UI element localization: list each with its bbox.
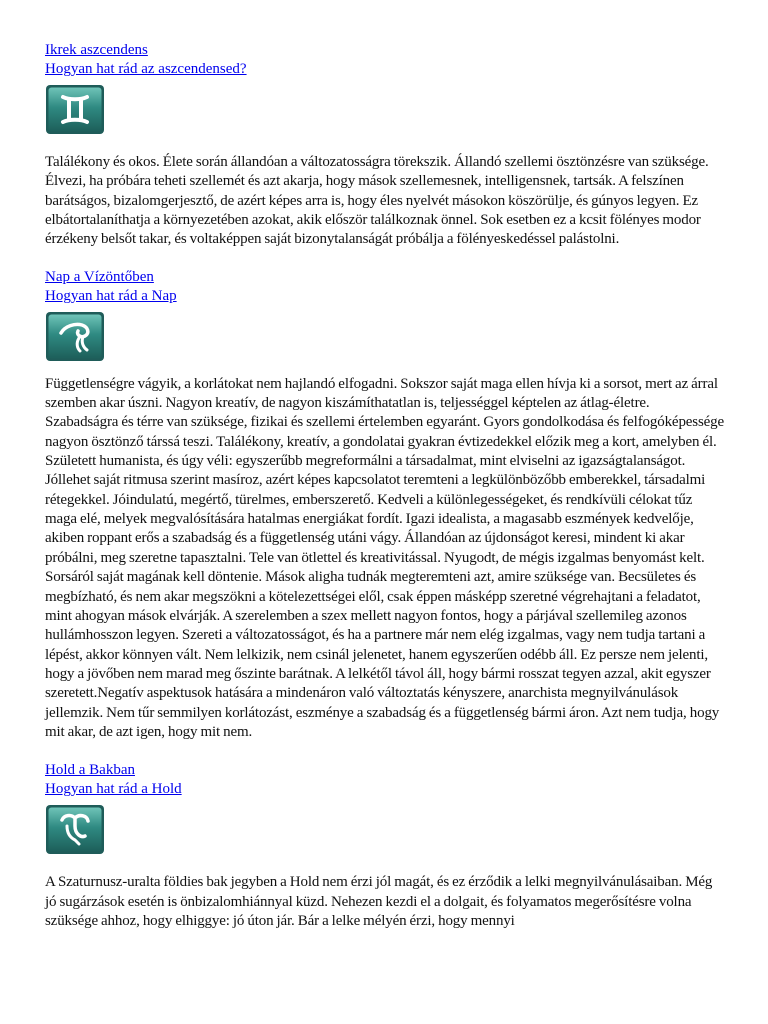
document-page (45, 41, 725, 931)
section-links (45, 41, 725, 79)
sun-sign-link[interactable]: Nap a Vízöntőben (45, 268, 154, 285)
moon-info-link[interactable]: Hogyan hat rád a Hold (45, 781, 182, 798)
gemini-icon[interactable] (45, 84, 105, 135)
moon-sign-link[interactable]: Hold a Bakban (45, 762, 135, 779)
moon-description: A Szaturnusz-uralta földies bak jegyben a Hold nem érzi jól magát, és ez érződik a lelki megnyilvánulásaiban. Még jó sugárzások esetén is önbizalomhiánnyal küzd. Nehezen kezdi el a dolgait, és folyamatos megerősítésre volna szüksége ahhoz, hogy elhiggye: jó úton jár. Bár a lelke mélyén érzi, hogy mennyi (45, 874, 713, 929)
ascendant-sign-link[interactable]: Ikrek aszcendens (45, 42, 148, 58)
sun-info-link[interactable]: Hogyan hat rád a Nap (45, 287, 177, 304)
sun-description: Függetlenségre vágyik, a korlátokat nem hajlandó elfogadni. Sokszor saját maga ellen hívja ki a sorsot, mert az árral szemben akar úszni. Nagyon kreatív, de nagyon kiszámíthatatlan is, teljességgel képtelen az átlag-életre. Szabadságra és térre van szüksége, fizikai és szellemi értelemben egyaránt. Gyors gondolkodása és felfogóképessége nagyon ösztönző társsá teszi. Találékony, kreatív, a gondolatai gyakran évtizedekkel előzik meg a kort, amelyben él. Született humanista, és úgy véli: egyszerűbb megreformálni a társadalmat, mint elviselni az igazságtalanságot. Jóllehet saját ritmusa szerint masíroz, azért képes kapcsolatot teremteni a legkülönbözőbb emberekkel, társadalmi rétegekkel. Jóindulatú, megértő, türelmes, emberszerető. Kedveli a különlegességeket, és rendkívüli célokat tűz maga elé, melyek megvalósítására hatalmas energiákat fordít. Igazi idealista, a magasabb eszmények kedvelője, akiben roppant erős a szabadság és a függetlenség utáni vágy. Állandóan az újdonságot keresi, mindent ki akar próbálni, meg szeretne tapasztalni. Tele van ötlettel és kreativitással. Nyugodt, de mégis izgalmas benyomást kelt. Sorsáról saját magának kell döntenie. Mások aligha tudnák megteremteni azt, amire szüksége van. Becsületes és megbízható, és nem akar megszökni a kötelezettségei elől, csak éppen másképp szeretné végrehajtani a feladatot, mint ahogyan mások elvárják. A szerelemben a szex mellett nagyon fontos, hogy a párjával szellemileg azonos hullámhosszon legyen. Szereti a változatosságot, és ha a partnere már nem elég izgalmas, vagy nem tudja tartani a lépést, akkor könnyen vált. Nem lelkizik, nem csinál jelenetet, hanem egyszerűen odébb áll. Ez persze nem jelenti, hogy a jövőben nem marad meg őszinte barátnak. A lelkétől távol áll, hogy bármi rosszat tegyen azzal, akit egyszer szeretett.Negatív aspektusok hatására a mindenáron való változtatás kényszere, anarchista megnyilvánulások jellemzik. Nem tűr semmilyen korlátozást, eszménye a szabadság és a függetlenség bármi áron. Azt nem tudja, hogy mit akar, de azt igen, hogy mit nem. (45, 375, 725, 740)
section-links (45, 268, 725, 306)
ascendant-description: Találékony és okos. Élete során állandóan a változatosságra törekszik. Állandó szellemi ösztönzésre van szüksége. Élvezi, ha próbára teheti szellemét és azt akarja, hogy mások szellemesnek, intelligensnek, tartsák. A felszínen barátságos, bizalomgerjesztő, de azért képes arra is, hogy éles nyelvét másokon köszörülje, és gúnyos legyen. Ez elbátortalaníthatja a környezetében azokat, akik először találkoznak önnel. Sok esetben ez a kcsit fölényes modor érzékeny belsőt takar, és voltaképpen saját bizonytalanságát próbálja a fölényeskedéssel palástolni. (45, 154, 709, 248)
aquarius-icon[interactable] (45, 311, 105, 362)
section-links (45, 761, 725, 799)
section-sun (45, 268, 725, 743)
section-ascendant (45, 41, 725, 250)
section-moon (45, 761, 725, 931)
ascendant-info-link[interactable]: Hogyan hat rád az aszcendensed? (45, 61, 247, 77)
capricorn-icon[interactable] (45, 804, 105, 855)
